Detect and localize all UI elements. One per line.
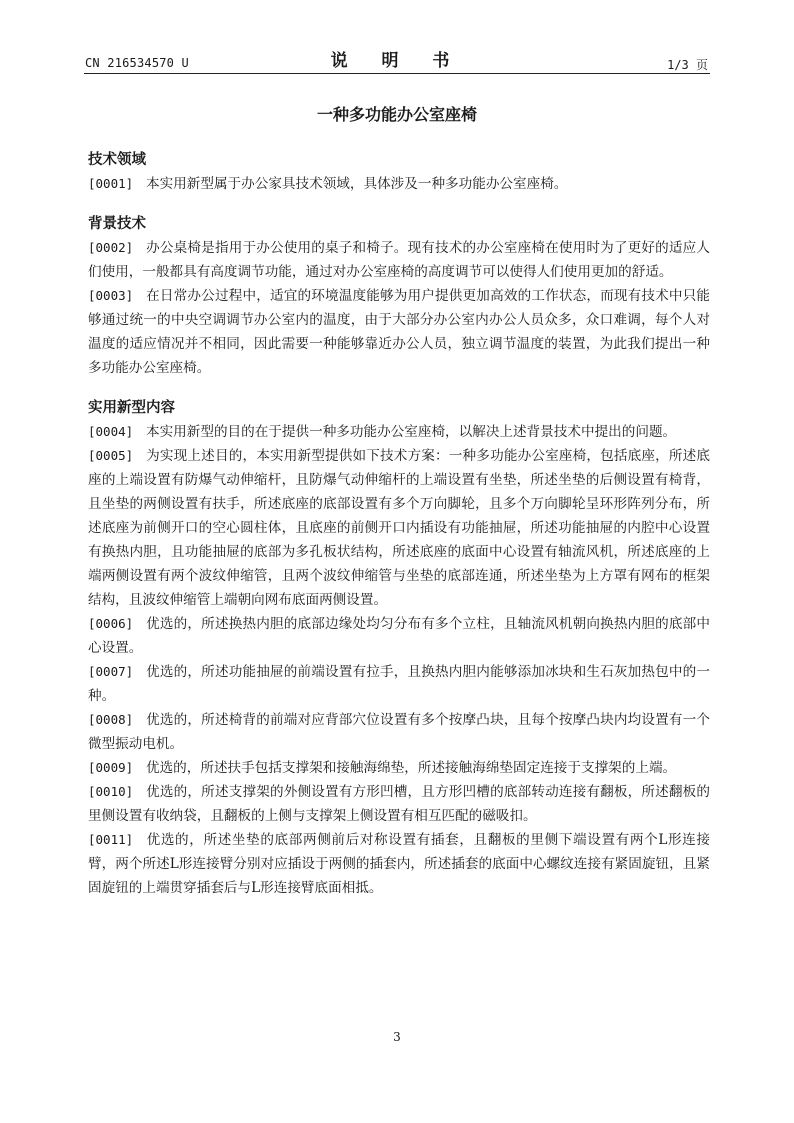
paragraph-text: 本实用新型属于办公家具技术领域，具体涉及一种多功能办公室座椅。	[146, 176, 568, 192]
paragraph	[88, 284, 710, 380]
paragraph	[88, 756, 710, 780]
paragraph	[88, 444, 710, 612]
header-divider	[84, 73, 710, 74]
paragraph-number: [0003]	[88, 288, 134, 303]
paragraph	[88, 612, 710, 660]
document-number: CN 216534570 U	[85, 56, 189, 70]
document-type-title: 说 明 书	[330, 51, 464, 71]
paragraph-text: 优选的，所述支撑架的外侧设置有方形凹槽，且方形凹槽的底部转动连接有翻板，所述翻板的里侧设置有收纳袋，且翻板的上侧与支撑架上侧设置有相互匹配的磁吸扣。	[88, 784, 710, 824]
paragraph-number: [0009]	[88, 760, 134, 775]
paragraph-number: [0004]	[88, 424, 134, 439]
page-number: 3	[393, 1030, 401, 1044]
paragraph-text: 优选的，所述扶手包括支撑架和接触海绵垫，所述接触海绵垫固定连接于支撑架的上端。	[146, 760, 677, 776]
paragraph-text: 优选的，所述功能抽屉的前端设置有拉手，且换热内胆内能够添加冰块和生石灰加热包中的一种。	[88, 664, 710, 704]
paragraph-number: [0006]	[88, 616, 134, 631]
document-title: 一种多功能办公室座椅	[316, 105, 477, 124]
paragraph-text: 为实现上述目的，本实用新型提供如下技术方案：一种多功能办公室座椅，包括底座，所述底座的上端设置有防爆气动伸缩杆，且防爆气动伸缩杆的上端设置有坐垫，所述坐垫的后侧设置有椅背，且坐垫的两侧设置有扶手，所述底座的底部设置有多个万向脚轮，且多个万向脚轮呈环形阵列分布，所述底座为前侧开口的空心圆柱体，且底座的前侧开口内插设有功能抽屉，所述功能抽屉的内腔中心设置有换热内胆，且功能抽屉的底部为多孔板状结构，所述底座的底面中心设置有轴流风机，所述底座的上端两侧设置有两个波纹伸缩管，且两个波纹伸缩管与坐垫的底部连通，所述坐垫为上方罩有网布的框架结构，且波纹伸缩管上端朝向网布底面两侧设置。	[88, 448, 710, 608]
paragraph	[88, 236, 710, 284]
paragraph	[88, 172, 710, 196]
paragraph-number: [0001]	[88, 176, 134, 191]
paragraph	[88, 420, 710, 444]
paragraph	[88, 780, 710, 828]
paragraph-text: 办公桌椅是指用于办公使用的桌子和椅子。现有技术的办公室座椅在使用时为了更好的适应人们使用，一般都具有高度调节功能，通过对办公室座椅的高度调节可以使得人们使用更加的舒适。	[88, 240, 710, 280]
paragraph-number: [0010]	[88, 784, 134, 799]
paragraph-number: [0008]	[88, 712, 134, 727]
paragraph-number: [0005]	[88, 448, 134, 463]
paragraph-number: [0007]	[88, 664, 134, 679]
paragraph-number: [0011]	[88, 832, 134, 847]
document-body	[88, 148, 710, 900]
paragraph-text: 优选的，所述椅背的前端对应背部穴位设置有多个按摩凸块，且每个按摩凸块内均设置有一个微型振动电机。	[88, 712, 710, 752]
paragraph-text: 本实用新型的目的在于提供一种多功能办公室座椅，以解决上述背景技术中提出的问题。	[146, 424, 677, 440]
paragraph-text: 优选的，所述换热内胆的底部边缘处均匀分布有多个立柱，且轴流风机朝向换热内胆的底部中心设置。	[88, 616, 710, 656]
page-indicator: 1/3 页	[667, 58, 708, 72]
section-heading: 背景技术	[88, 216, 146, 232]
section-heading: 技术领域	[88, 152, 146, 168]
paragraph	[88, 708, 710, 756]
paragraph	[88, 660, 710, 708]
paragraph-text: 优选的，所述坐垫的底部两侧前后对称设置有插套，且翻板的里侧下端设置有两个L形连接臂，两个所述L形连接臂分别对应插设于两侧的插套内，所述插套的底面中心螺纹连接有紧固旋钮，且紧固旋钮的上端贯穿插套后与L形连接臂底面相抵。	[88, 832, 710, 896]
paragraph	[88, 828, 710, 900]
page-header	[84, 44, 710, 74]
paragraph-text: 在日常办公过程中，适宜的环境温度能够为用户提供更加高效的工作状态，而现有技术中只能够通过统一的中央空调调节办公室内的温度，由于大部分办公室内办公人员众多，众口难调，每个人对温度的适应情况并不相同，因此需要一种能够靠近办公人员，独立调节温度的装置，为此我们提出一种多功能办公室座椅。	[88, 288, 710, 376]
paragraph-number: [0002]	[88, 240, 134, 255]
section-heading: 实用新型内容	[88, 400, 175, 416]
